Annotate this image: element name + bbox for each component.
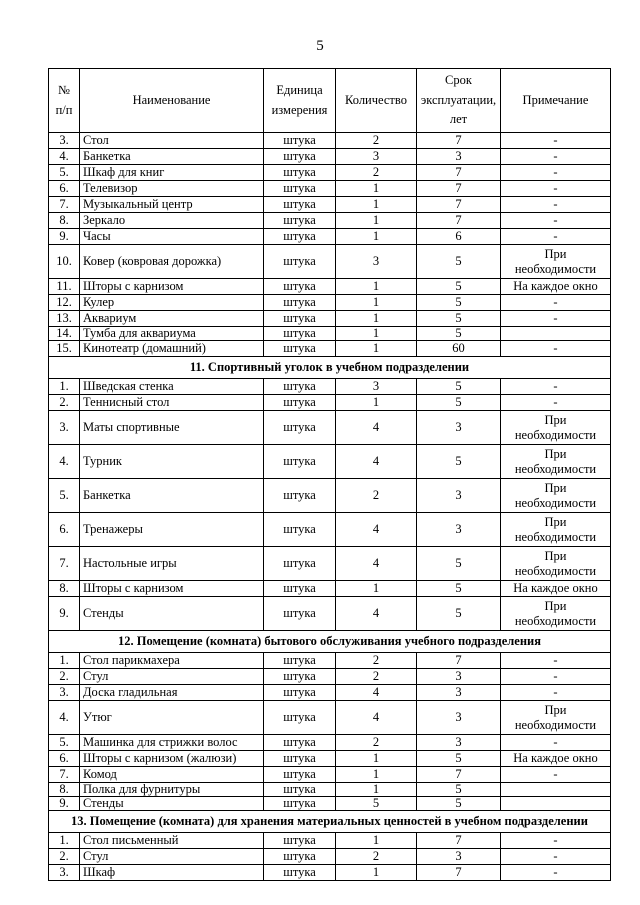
cell-unit: штука [264, 395, 336, 411]
table-row [49, 513, 611, 547]
cell-unit: штука [264, 797, 336, 811]
cell-service-life: 7 [417, 197, 501, 213]
table-row [49, 849, 611, 865]
cell-number: 5. [49, 479, 80, 513]
page-number: 5 [316, 38, 324, 54]
cell-number: 14. [49, 327, 80, 341]
cell-service-life: 3 [417, 849, 501, 865]
cell-number: 1. [49, 379, 80, 395]
cell-number: 8. [49, 783, 80, 797]
cell-note: При необходимости [501, 479, 611, 513]
cell-unit: штука [264, 165, 336, 181]
cell-unit: штука [264, 213, 336, 229]
cell-name: Теннисный стол [80, 395, 264, 411]
cell-number: 7. [49, 767, 80, 783]
cell-number: 4. [49, 701, 80, 735]
cell-service-life: 3 [417, 669, 501, 685]
cell-quantity: 1 [336, 279, 417, 295]
cell-service-life: 3 [417, 685, 501, 701]
cell-name: Банкетка [80, 149, 264, 165]
cell-service-life: 7 [417, 181, 501, 197]
cell-note: При необходимости [501, 597, 611, 631]
cell-note [501, 797, 611, 811]
cell-unit: штука [264, 445, 336, 479]
cell-note: - [501, 685, 611, 701]
table-row [49, 685, 611, 701]
cell-note: - [501, 865, 611, 881]
cell-name: Шкаф [80, 865, 264, 881]
cell-quantity: 2 [336, 849, 417, 865]
cell-quantity: 2 [336, 133, 417, 149]
table-row [49, 581, 611, 597]
cell-name: Ковер (ковровая дорожка) [80, 245, 264, 279]
cell-unit: штука [264, 849, 336, 865]
table-row [49, 669, 611, 685]
table-row [49, 295, 611, 311]
cell-quantity: 3 [336, 149, 417, 165]
cell-quantity: 1 [336, 865, 417, 881]
cell-note: - [501, 311, 611, 327]
cell-service-life: 7 [417, 865, 501, 881]
cell-number: 4. [49, 149, 80, 165]
cell-unit: штука [264, 513, 336, 547]
cell-quantity: 4 [336, 547, 417, 581]
cell-number: 5. [49, 735, 80, 751]
cell-name: Стол парикмахера [80, 653, 264, 669]
cell-unit: штука [264, 783, 336, 797]
cell-quantity: 1 [336, 395, 417, 411]
cell-number: 10. [49, 245, 80, 279]
cell-name: Часы [80, 229, 264, 245]
cell-note: При необходимости [501, 547, 611, 581]
cell-quantity: 4 [336, 513, 417, 547]
cell-number: 9. [49, 597, 80, 631]
cell-name: Тренажеры [80, 513, 264, 547]
table-row [49, 197, 611, 213]
cell-name: Шведская стенка [80, 379, 264, 395]
cell-unit: штука [264, 547, 336, 581]
cell-note: На каждое окно [501, 751, 611, 767]
table-body [49, 133, 611, 881]
section-heading-row [49, 631, 611, 653]
cell-unit: штука [264, 581, 336, 597]
cell-quantity: 1 [336, 767, 417, 783]
cell-quantity: 1 [336, 341, 417, 357]
table-row [49, 327, 611, 341]
cell-number: 4. [49, 445, 80, 479]
cell-name: Полка для фурнитуры [80, 783, 264, 797]
cell-service-life: 5 [417, 751, 501, 767]
cell-name: Кинотеатр (домашний) [80, 341, 264, 357]
equipment-table [48, 68, 611, 881]
cell-service-life: 3 [417, 411, 501, 445]
cell-note: - [501, 669, 611, 685]
cell-quantity: 2 [336, 165, 417, 181]
header-life: Срок эксплуатации, лет [417, 69, 501, 133]
cell-note: При необходимости [501, 411, 611, 445]
cell-note: - [501, 379, 611, 395]
cell-name: Стол письменный [80, 833, 264, 849]
cell-unit: штука [264, 701, 336, 735]
cell-name: Стол [80, 133, 264, 149]
table-row [49, 311, 611, 327]
table-row [49, 133, 611, 149]
header-name: Наименование [80, 69, 264, 133]
cell-quantity: 1 [336, 783, 417, 797]
table-row [49, 767, 611, 783]
table-row [49, 701, 611, 735]
cell-service-life: 3 [417, 149, 501, 165]
cell-service-life: 7 [417, 653, 501, 669]
cell-service-life: 6 [417, 229, 501, 245]
cell-service-life: 3 [417, 735, 501, 751]
cell-quantity: 1 [336, 311, 417, 327]
table-row [49, 653, 611, 669]
cell-quantity: 4 [336, 701, 417, 735]
cell-unit: штука [264, 181, 336, 197]
cell-note [501, 327, 611, 341]
cell-name: Стенды [80, 797, 264, 811]
cell-note: На каждое окно [501, 581, 611, 597]
cell-quantity: 1 [336, 581, 417, 597]
cell-number: 3. [49, 685, 80, 701]
cell-name: Музыкальный центр [80, 197, 264, 213]
cell-quantity: 1 [336, 327, 417, 341]
table-header-row [49, 69, 611, 133]
section-title: 13. Помещение (комната) для хранения материальных ценностей в учебном подразделении [49, 811, 611, 833]
cell-service-life: 7 [417, 767, 501, 783]
table-row [49, 751, 611, 767]
cell-service-life: 5 [417, 597, 501, 631]
table-row [49, 149, 611, 165]
cell-unit: штука [264, 229, 336, 245]
cell-unit: штука [264, 411, 336, 445]
cell-number: 7. [49, 547, 80, 581]
header-num: № п/п [49, 69, 80, 133]
cell-note: - [501, 395, 611, 411]
cell-unit: штука [264, 379, 336, 395]
cell-name: Комод [80, 767, 264, 783]
cell-name: Кулер [80, 295, 264, 311]
cell-service-life: 5 [417, 327, 501, 341]
cell-unit: штука [264, 751, 336, 767]
table-row [49, 245, 611, 279]
cell-service-life: 3 [417, 701, 501, 735]
table-row [49, 833, 611, 849]
cell-number: 11. [49, 279, 80, 295]
cell-note: - [501, 149, 611, 165]
table-row [49, 735, 611, 751]
cell-quantity: 1 [336, 833, 417, 849]
cell-service-life: 5 [417, 295, 501, 311]
cell-service-life: 5 [417, 445, 501, 479]
table-row [49, 865, 611, 881]
header-qty: Количество [336, 69, 417, 133]
cell-service-life: 60 [417, 341, 501, 357]
cell-unit: штука [264, 149, 336, 165]
cell-number: 3. [49, 133, 80, 149]
table-row [49, 279, 611, 295]
cell-quantity: 4 [336, 445, 417, 479]
cell-name: Машинка для стрижки волос [80, 735, 264, 751]
cell-note: - [501, 295, 611, 311]
cell-name: Утюг [80, 701, 264, 735]
cell-number: 8. [49, 213, 80, 229]
cell-name: Аквариум [80, 311, 264, 327]
cell-service-life: 5 [417, 783, 501, 797]
cell-unit: штука [264, 279, 336, 295]
cell-unit: штука [264, 735, 336, 751]
cell-service-life: 3 [417, 479, 501, 513]
cell-quantity: 1 [336, 229, 417, 245]
cell-quantity: 1 [336, 197, 417, 213]
cell-note: - [501, 213, 611, 229]
table-row [49, 445, 611, 479]
cell-number: 9. [49, 797, 80, 811]
cell-number: 5. [49, 165, 80, 181]
cell-name: Шторы с карнизом [80, 581, 264, 597]
cell-name: Шкаф для книг [80, 165, 264, 181]
cell-quantity: 3 [336, 245, 417, 279]
cell-note: При необходимости [501, 701, 611, 735]
cell-unit: штука [264, 327, 336, 341]
cell-quantity: 4 [336, 597, 417, 631]
cell-name: Тумба для аквариума [80, 327, 264, 341]
cell-note: - [501, 181, 611, 197]
cell-service-life: 7 [417, 165, 501, 181]
cell-unit: штука [264, 653, 336, 669]
cell-number: 2. [49, 395, 80, 411]
cell-quantity: 1 [336, 295, 417, 311]
table-row [49, 479, 611, 513]
table-row [49, 181, 611, 197]
cell-note [501, 783, 611, 797]
cell-name: Банкетка [80, 479, 264, 513]
cell-service-life: 5 [417, 395, 501, 411]
cell-note: При необходимости [501, 513, 611, 547]
cell-note: - [501, 165, 611, 181]
cell-name: Зеркало [80, 213, 264, 229]
cell-quantity: 2 [336, 479, 417, 513]
cell-quantity: 1 [336, 213, 417, 229]
cell-number: 1. [49, 833, 80, 849]
cell-number: 2. [49, 849, 80, 865]
section-heading-row [49, 811, 611, 833]
cell-number: 1. [49, 653, 80, 669]
cell-name: Настольные игры [80, 547, 264, 581]
cell-quantity: 4 [336, 411, 417, 445]
cell-unit: штука [264, 197, 336, 213]
cell-service-life: 7 [417, 133, 501, 149]
cell-name: Телевизор [80, 181, 264, 197]
cell-number: 3. [49, 411, 80, 445]
table-row [49, 547, 611, 581]
cell-unit: штука [264, 865, 336, 881]
cell-service-life: 5 [417, 279, 501, 295]
cell-service-life: 5 [417, 547, 501, 581]
table-row [49, 341, 611, 357]
cell-quantity: 2 [336, 669, 417, 685]
cell-unit: штука [264, 311, 336, 327]
cell-unit: штука [264, 767, 336, 783]
cell-service-life: 7 [417, 213, 501, 229]
cell-service-life: 5 [417, 311, 501, 327]
cell-number: 3. [49, 865, 80, 881]
cell-note: - [501, 735, 611, 751]
cell-name: Шторы с карнизом [80, 279, 264, 295]
cell-unit: штука [264, 341, 336, 357]
table-row [49, 213, 611, 229]
cell-number: 6. [49, 181, 80, 197]
table-row [49, 597, 611, 631]
cell-unit: штука [264, 685, 336, 701]
cell-service-life: 3 [417, 513, 501, 547]
cell-number: 12. [49, 295, 80, 311]
table-row [49, 797, 611, 811]
cell-number: 9. [49, 229, 80, 245]
cell-unit: штука [264, 669, 336, 685]
cell-note: - [501, 229, 611, 245]
cell-note: При необходимости [501, 445, 611, 479]
table-row [49, 165, 611, 181]
section-title: 12. Помещение (комната) бытового обслуживания учебного подразделения [49, 631, 611, 653]
cell-quantity: 3 [336, 379, 417, 395]
table-row [49, 379, 611, 395]
cell-unit: штука [264, 833, 336, 849]
cell-service-life: 7 [417, 833, 501, 849]
cell-unit: штука [264, 479, 336, 513]
cell-quantity: 1 [336, 751, 417, 767]
header-unit: Единица измерения [264, 69, 336, 133]
cell-number: 6. [49, 513, 80, 547]
cell-note: - [501, 133, 611, 149]
cell-note: На каждое окно [501, 279, 611, 295]
cell-name: Стул [80, 849, 264, 865]
table-row [49, 395, 611, 411]
cell-note: - [501, 767, 611, 783]
header-note: Примечание [501, 69, 611, 133]
cell-note: - [501, 849, 611, 865]
cell-quantity: 2 [336, 653, 417, 669]
cell-name: Турник [80, 445, 264, 479]
cell-note: - [501, 833, 611, 849]
cell-number: 7. [49, 197, 80, 213]
cell-service-life: 5 [417, 797, 501, 811]
cell-number: 13. [49, 311, 80, 327]
cell-name: Доска гладильная [80, 685, 264, 701]
section-title: 11. Спортивный уголок в учебном подразделении [49, 357, 611, 379]
cell-note: - [501, 653, 611, 669]
table-row [49, 783, 611, 797]
cell-note: При необходимости [501, 245, 611, 279]
cell-service-life: 5 [417, 379, 501, 395]
table-row [49, 229, 611, 245]
cell-note: - [501, 341, 611, 357]
cell-name: Стенды [80, 597, 264, 631]
cell-name: Шторы с карнизом (жалюзи) [80, 751, 264, 767]
cell-quantity: 1 [336, 181, 417, 197]
cell-note: - [501, 197, 611, 213]
cell-number: 2. [49, 669, 80, 685]
cell-unit: штука [264, 133, 336, 149]
cell-quantity: 5 [336, 797, 417, 811]
cell-unit: штука [264, 295, 336, 311]
cell-number: 6. [49, 751, 80, 767]
cell-quantity: 4 [336, 685, 417, 701]
cell-number: 15. [49, 341, 80, 357]
cell-service-life: 5 [417, 581, 501, 597]
cell-name: Маты спортивные [80, 411, 264, 445]
cell-unit: штука [264, 245, 336, 279]
cell-name: Стул [80, 669, 264, 685]
cell-unit: штука [264, 597, 336, 631]
cell-number: 8. [49, 581, 80, 597]
table-row [49, 411, 611, 445]
cell-service-life: 5 [417, 245, 501, 279]
section-heading-row [49, 357, 611, 379]
cell-quantity: 2 [336, 735, 417, 751]
